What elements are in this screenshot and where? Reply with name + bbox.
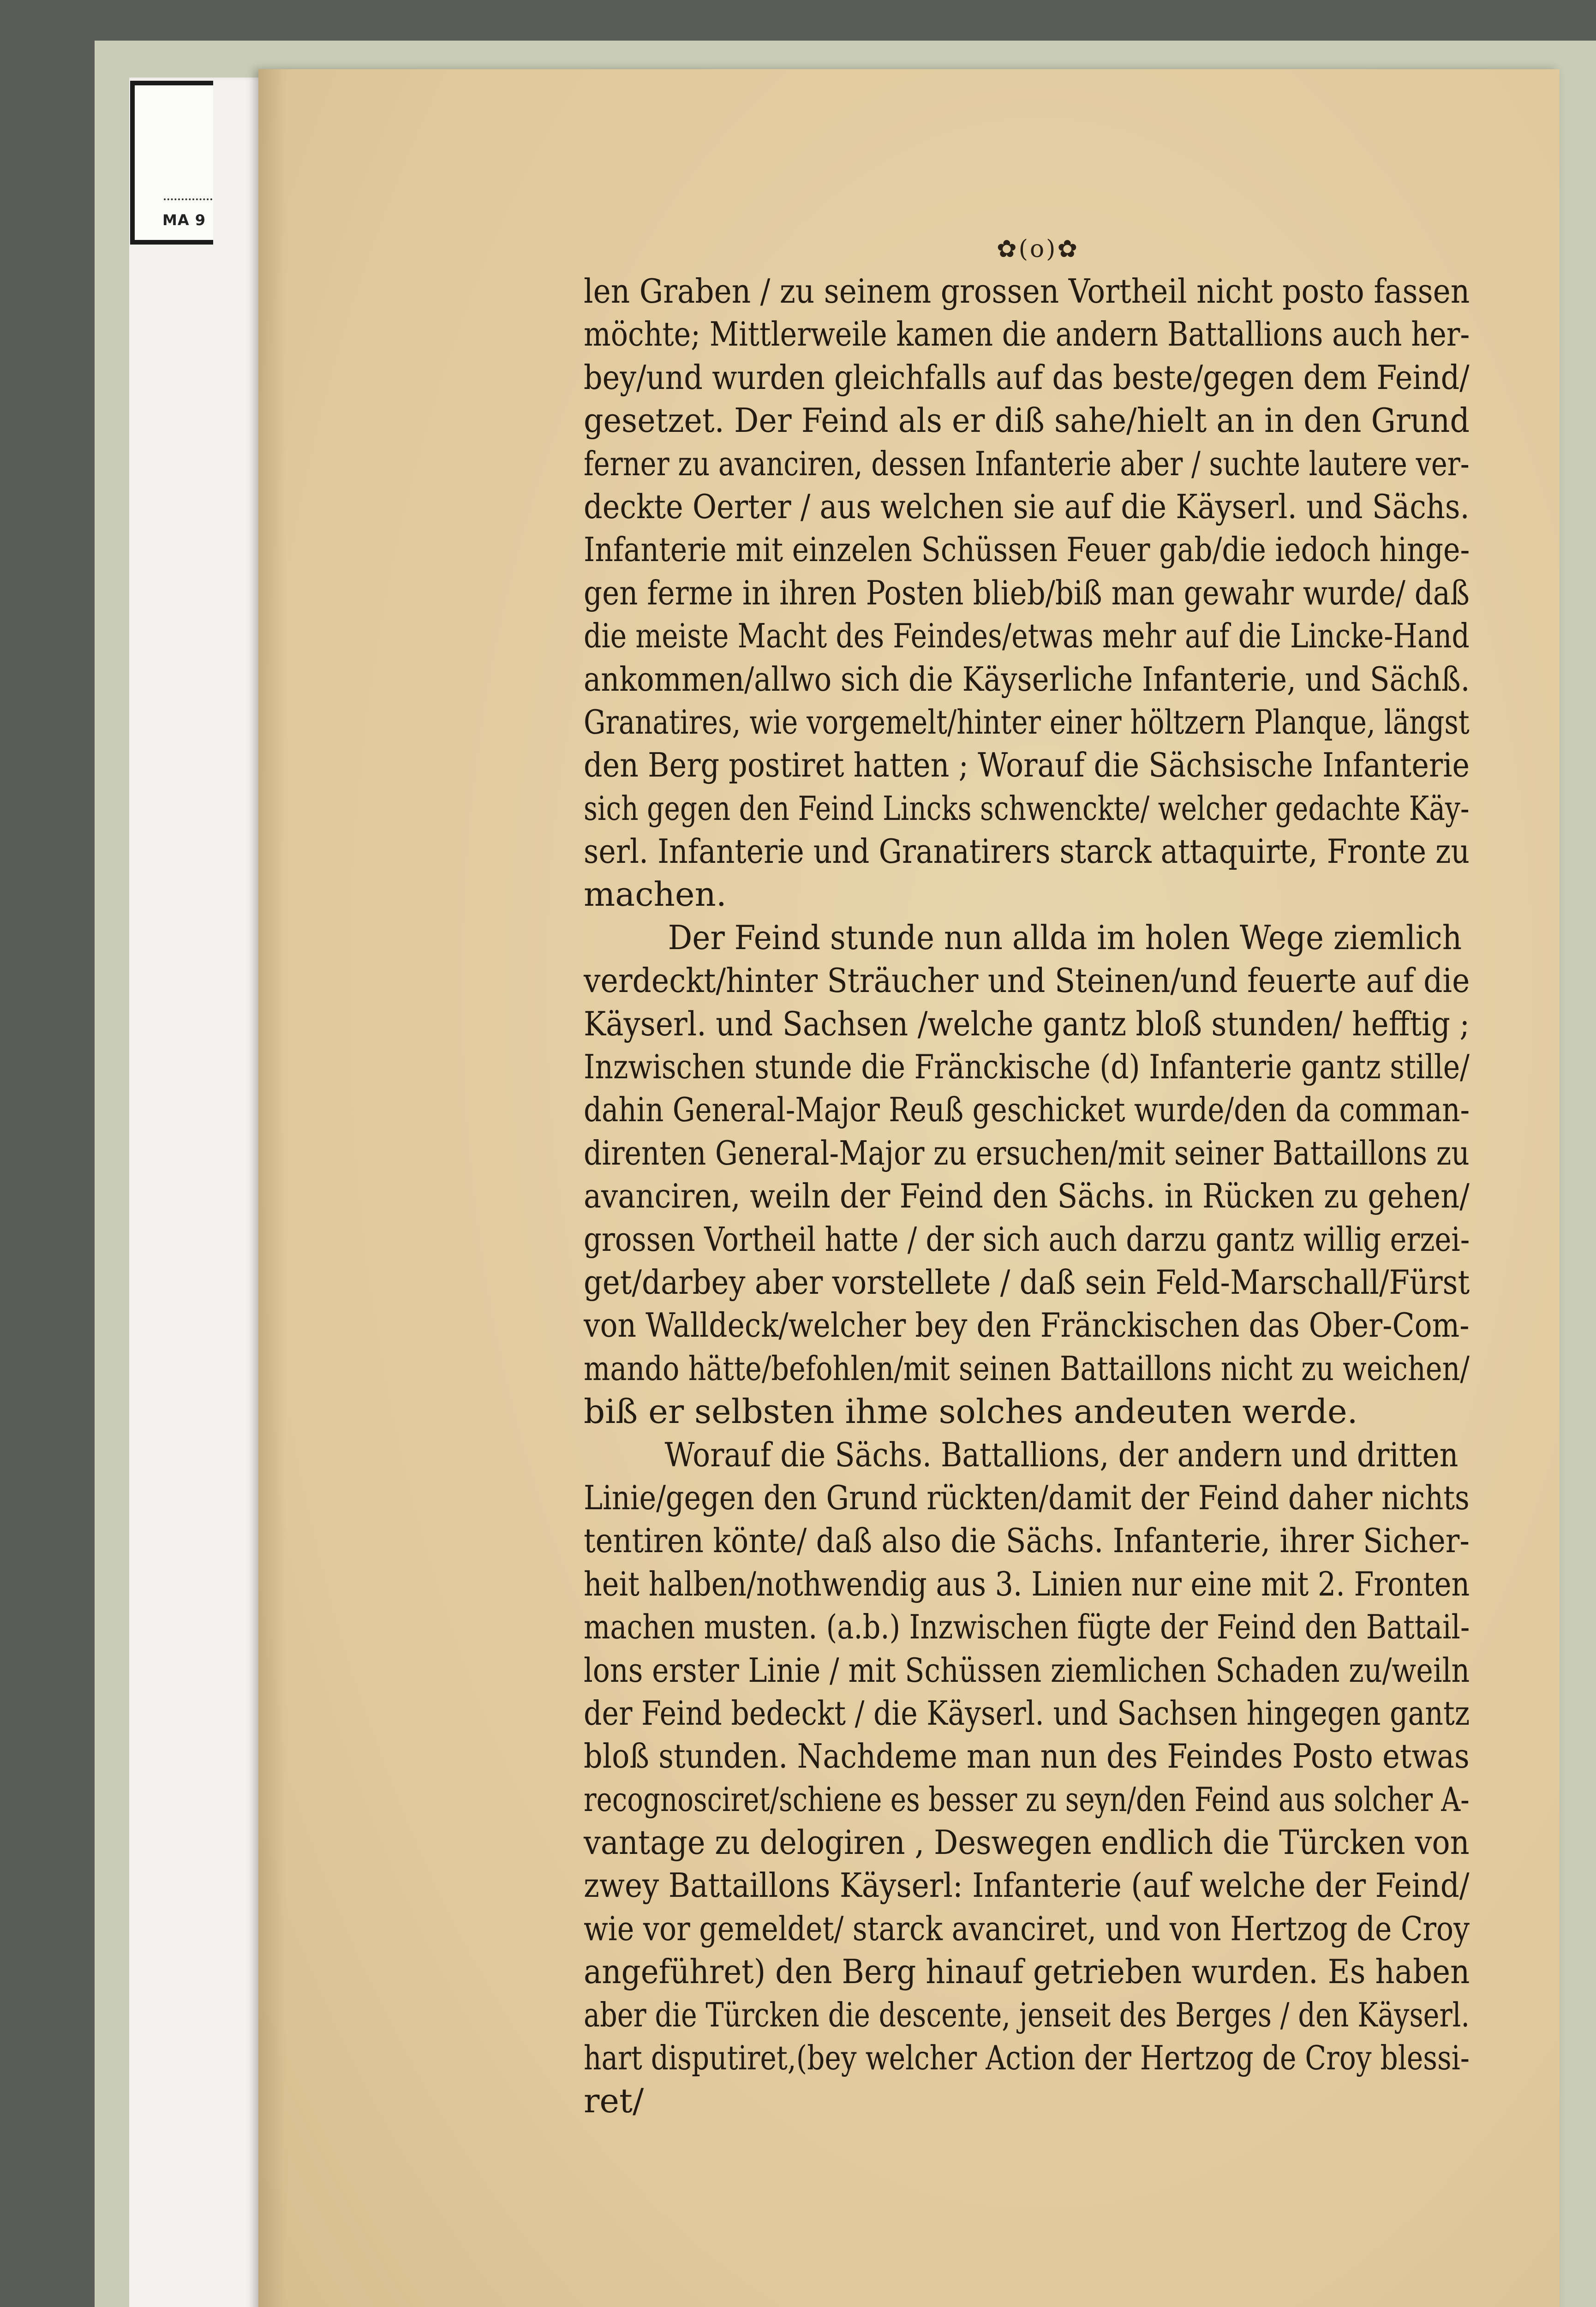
text-line: den Berg postiret hatten ; Worauf die Sächsische Infanterie [584,746,1470,785]
text-line: die meiste Macht des Feindes/etwas mehr auf die Lincke-Hand [584,616,1470,656]
text-line: len Graben / zu seinem grossen Vortheil nicht posto fassen [584,272,1470,311]
text-line: recognosciret/schiene es besser zu seyn/den Feind aus solcher A- [584,1780,1470,1819]
text-line: bey/und wurden gleichfalls auf das beste/gegen dem Feind/ [584,358,1470,397]
text-line: Granatires, wie vorgemelt/hinter einer höltzern Planque, längst [584,702,1470,741]
text-line: zwey Battaillons Käyserl: Infanterie (auf welche der Feind/ [584,1866,1470,1905]
text-line: verdeckt/hinter Sträucher und Steinen/und feuerte auf die [584,961,1470,1000]
text-line: Inzwischen stunde die Fränckische (d) Infanterie gantz stille/ [584,1047,1470,1087]
page-header-ornament: ✿(o)✿ [997,235,1080,263]
text-line: gen ferme in ihren Posten blieb/biß man gewahr wurde/ daß [584,573,1470,612]
text-line: tentiren könte/ daß also die Sächs. Infanterie, ihrer Sicher- [584,1521,1470,1560]
page-gutter-shadow [258,69,286,2307]
text-line: Linie/gegen den Grund rückten/damit der Feind daher nichts [584,1478,1470,1517]
text-line: get/darbey aber vorstellete / daß sein Feld-Marschall/Fürst [584,1262,1470,1302]
text-line: wie vor gemeldet/ starck avanciret, und von Hertzog de Croy [584,1909,1470,1948]
text-line: avanciren, weiln der Feind den Sächs. in Rücken zu gehen/ [584,1177,1470,1216]
text-line: ret/ [584,2081,644,2121]
text-line: lons erster Linie / mit Schüssen ziemlichen Schaden zu/weiln [584,1650,1470,1690]
text-line: sich gegen den Feind Lincks schwenckte/ welcher gedachte Käy- [584,789,1470,828]
page-text [584,270,1470,2123]
text-line: von Walldeck/welcher bey den Fränckischen das Ober-Com- [584,1306,1470,1345]
text-line: mando hätte/befohlen/mit seinen Battaillons nicht zu weichen/ [584,1349,1470,1388]
text-line: Der Feind stunde nun allda im holen Wege ziemlich [668,918,1462,957]
text-line: Käyserl. und Sachsen /welche gantz bloß stunden/ hefftig ; [584,1004,1470,1043]
text-line: aber die Türcken die descente, jenseit des Berges / den Käyserl. [584,1995,1470,2034]
text-line: machen. [584,875,727,914]
text-line: bloß stunden. Nachdeme man nun des Feindes Posto etwas [584,1737,1470,1776]
text-line: deckte Oerter / aus welchen sie auf die Käyserl. und Sächs. [584,487,1470,526]
text-line: Infanterie mit einzelen Schüssen Feuer gab/die iedoch hinge- [584,530,1470,569]
text-line: vantage zu delogiren , Deswegen endlich die Türcken von [584,1823,1470,1862]
text-line: angeführet) den Berg hinauf getrieben wurden. Es haben [584,1952,1470,1991]
text-line: der Feind bedeckt / die Käyserl. und Sachsen hingegen gantz [584,1693,1470,1733]
text-line: ferner zu avanciren, dessen Infanterie aber / suchte lautere ver- [584,444,1470,483]
text-line: machen musten. (a.b.) Inzwischen fügte der Feind den Battail- [584,1608,1470,1647]
text-line: hart disputiret,(bey welcher Action der Hertzog de Croy blessi- [584,2038,1470,2078]
text-line: grossen Vortheil hatte / der sich auch darzu gantz willig erzei- [584,1219,1470,1259]
text-line: dahin General-Major Reuß geschicket wurde/den da comman- [584,1090,1470,1130]
text-line: biß er selbsten ihme solches andeuten werde. [584,1392,1358,1431]
label-dotted-line [164,198,212,200]
text-line: Worauf die Sächs. Battallions, der andern und dritten [664,1435,1459,1474]
text-line: ankommen/allwo sich die Käyserliche Infanterie, und Sächß. [584,659,1470,699]
text-line: möchte; Mittlerweile kamen die andern Battallions auch her- [584,315,1470,354]
text-line: gesetzet. Der Feind als er diß sahe/hielt an in den Grund [584,401,1470,440]
text-line: heit halben/nothwendig aus 3. Linien nur eine mit 2. Fronten [584,1564,1470,1603]
text-line: direnten General-Major zu ersuchen/mit seiner Battaillons zu [584,1133,1470,1172]
label-text: MA 9 [162,211,206,229]
text-line: serl. Infanterie und Granatirers starck attaquirte, Fronte zu [584,832,1470,871]
